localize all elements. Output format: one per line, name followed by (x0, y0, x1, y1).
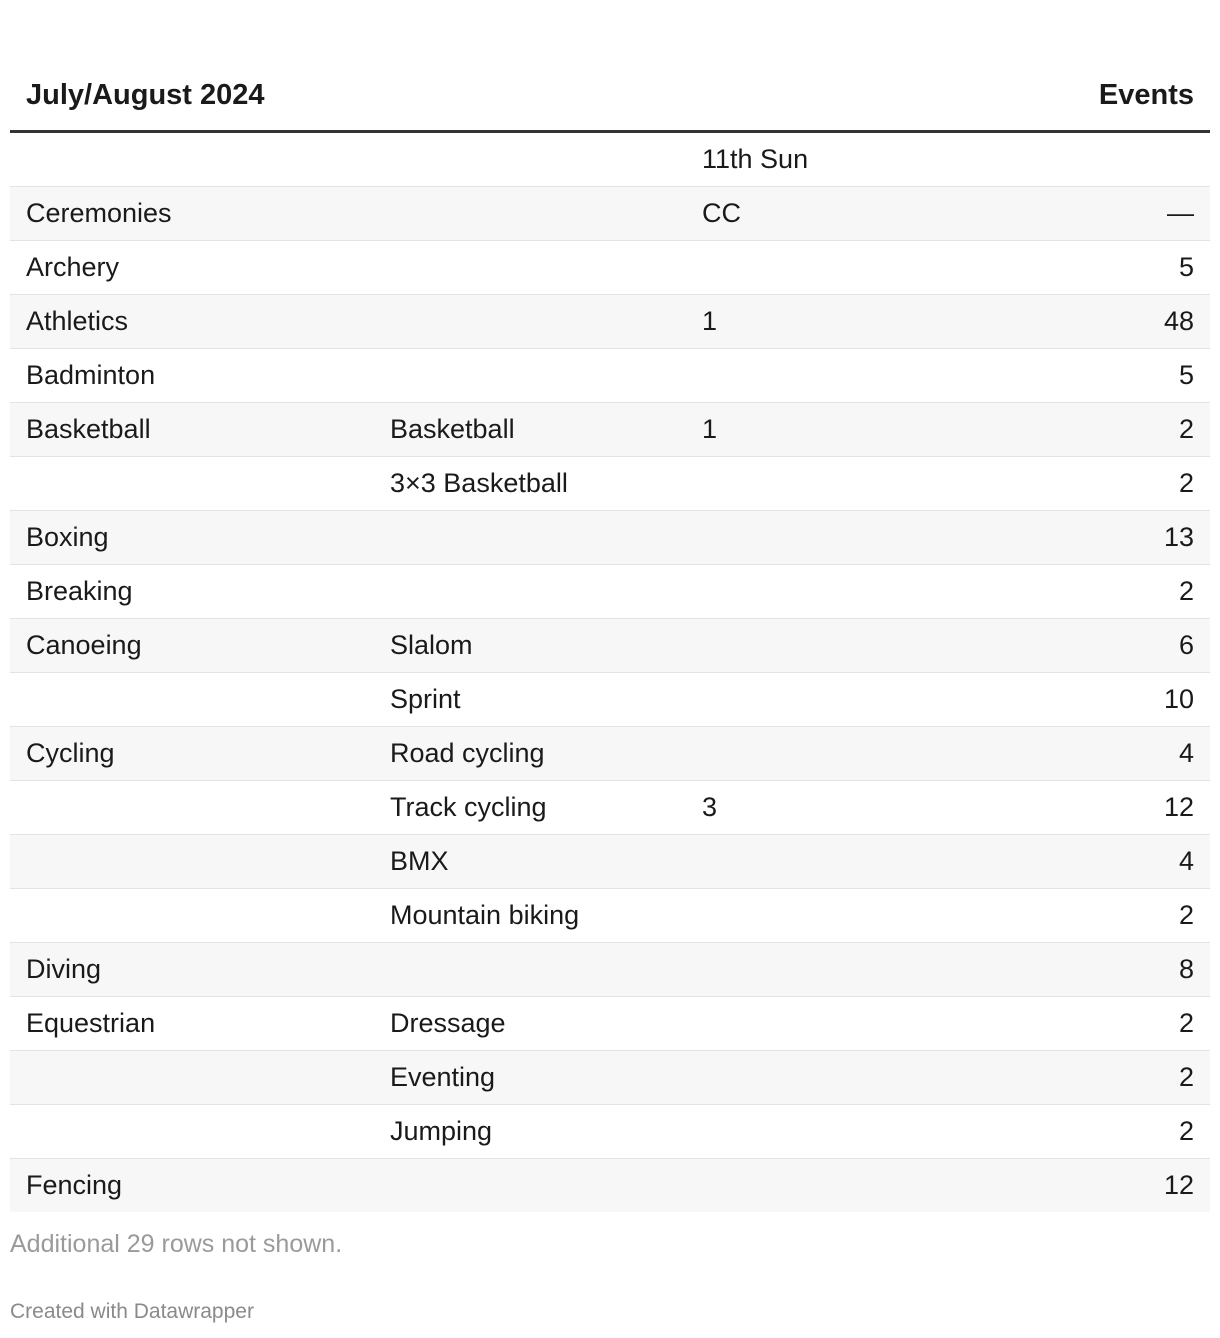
table-row (10, 132, 1210, 187)
cell-events: 10 (986, 673, 1210, 727)
cell-sport (10, 673, 374, 727)
table-row (10, 619, 1210, 673)
cell-sport (10, 835, 374, 889)
cell-sport (10, 889, 374, 943)
cell-day (686, 565, 986, 619)
table-header-row (10, 60, 1210, 132)
cell-sport: Basketball (10, 403, 374, 457)
table-row (10, 1159, 1210, 1213)
cell-sport (10, 1105, 374, 1159)
cell-discipline (374, 1159, 686, 1213)
header-discipline[interactable] (374, 60, 686, 132)
events-table (10, 60, 1210, 1212)
cell-events: 2 (986, 403, 1210, 457)
cell-events: 8 (986, 943, 1210, 997)
cell-events: 2 (986, 1105, 1210, 1159)
credit-line: Created with Datawrapper (10, 1300, 254, 1323)
cell-sport (10, 457, 374, 511)
cell-day (686, 673, 986, 727)
cell-events: 2 (986, 565, 1210, 619)
cell-discipline (374, 565, 686, 619)
table-row (10, 997, 1210, 1051)
cell-sport (10, 1051, 374, 1105)
cell-events: 2 (986, 1051, 1210, 1105)
table-row (10, 403, 1210, 457)
cell-day (686, 943, 986, 997)
table-notes: Additional 29 rows not shown. (10, 1230, 343, 1258)
cell-events: 5 (986, 349, 1210, 403)
cell-day: 11th Sun (686, 132, 986, 187)
cell-events: 13 (986, 511, 1210, 565)
header-day[interactable] (686, 60, 986, 132)
cell-events: 12 (986, 781, 1210, 835)
cell-events: 4 (986, 727, 1210, 781)
cell-discipline: Slalom (374, 619, 686, 673)
cell-day (686, 511, 986, 565)
cell-day (686, 1051, 986, 1105)
table-row (10, 1105, 1210, 1159)
cell-events: 4 (986, 835, 1210, 889)
cell-sport: Fencing (10, 1159, 374, 1213)
cell-discipline (374, 187, 686, 241)
cell-day (686, 889, 986, 943)
table-row (10, 565, 1210, 619)
table-container (10, 0, 1210, 1212)
cell-discipline (374, 295, 686, 349)
table-row (10, 187, 1210, 241)
table-body (10, 132, 1210, 1213)
cell-sport: Ceremonies (10, 187, 374, 241)
cell-events (986, 132, 1210, 187)
cell-discipline: Track cycling (374, 781, 686, 835)
cell-events: 12 (986, 1159, 1210, 1213)
cell-discipline: Dressage (374, 997, 686, 1051)
table-row (10, 295, 1210, 349)
cell-day: 3 (686, 781, 986, 835)
cell-discipline: Sprint (374, 673, 686, 727)
cell-sport: Athletics (10, 295, 374, 349)
cell-sport (10, 132, 374, 187)
cell-sport: Diving (10, 943, 374, 997)
table-row (10, 835, 1210, 889)
cell-events: 2 (986, 889, 1210, 943)
cell-day (686, 1105, 986, 1159)
cell-sport: Equestrian (10, 997, 374, 1051)
cell-discipline (374, 511, 686, 565)
cell-discipline: Mountain biking (374, 889, 686, 943)
table-row (10, 457, 1210, 511)
table-row (10, 1051, 1210, 1105)
cell-sport: Boxing (10, 511, 374, 565)
cell-sport: Cycling (10, 727, 374, 781)
cell-sport: Badminton (10, 349, 374, 403)
cell-sport: Archery (10, 241, 374, 295)
table-row (10, 673, 1210, 727)
cell-discipline: Basketball (374, 403, 686, 457)
cell-events: 5 (986, 241, 1210, 295)
table-row (10, 889, 1210, 943)
cell-discipline: Eventing (374, 1051, 686, 1105)
cell-day (686, 997, 986, 1051)
cell-discipline: Road cycling (374, 727, 686, 781)
cell-events: 48 (986, 295, 1210, 349)
cell-day (686, 1159, 986, 1213)
header-date[interactable]: July/August 2024 (10, 60, 374, 132)
header-events[interactable]: Events (986, 60, 1210, 132)
cell-day (686, 727, 986, 781)
table-row (10, 511, 1210, 565)
cell-day (686, 457, 986, 511)
cell-day (686, 835, 986, 889)
table-row (10, 727, 1210, 781)
cell-sport (10, 781, 374, 835)
cell-events: 6 (986, 619, 1210, 673)
cell-discipline (374, 241, 686, 295)
cell-discipline: 3×3 Basketball (374, 457, 686, 511)
cell-day (686, 619, 986, 673)
table-row (10, 943, 1210, 997)
cell-day: CC (686, 187, 986, 241)
cell-discipline (374, 943, 686, 997)
cell-sport: Breaking (10, 565, 374, 619)
cell-events: 2 (986, 457, 1210, 511)
table-row (10, 241, 1210, 295)
cell-day (686, 241, 986, 295)
cell-day: 1 (686, 295, 986, 349)
cell-sport: Canoeing (10, 619, 374, 673)
table-row (10, 349, 1210, 403)
cell-events: — (986, 187, 1210, 241)
cell-events: 2 (986, 997, 1210, 1051)
cell-discipline (374, 349, 686, 403)
cell-discipline: BMX (374, 835, 686, 889)
cell-day (686, 349, 986, 403)
cell-discipline: Jumping (374, 1105, 686, 1159)
cell-day: 1 (686, 403, 986, 457)
table-row (10, 781, 1210, 835)
cell-discipline (374, 132, 686, 187)
